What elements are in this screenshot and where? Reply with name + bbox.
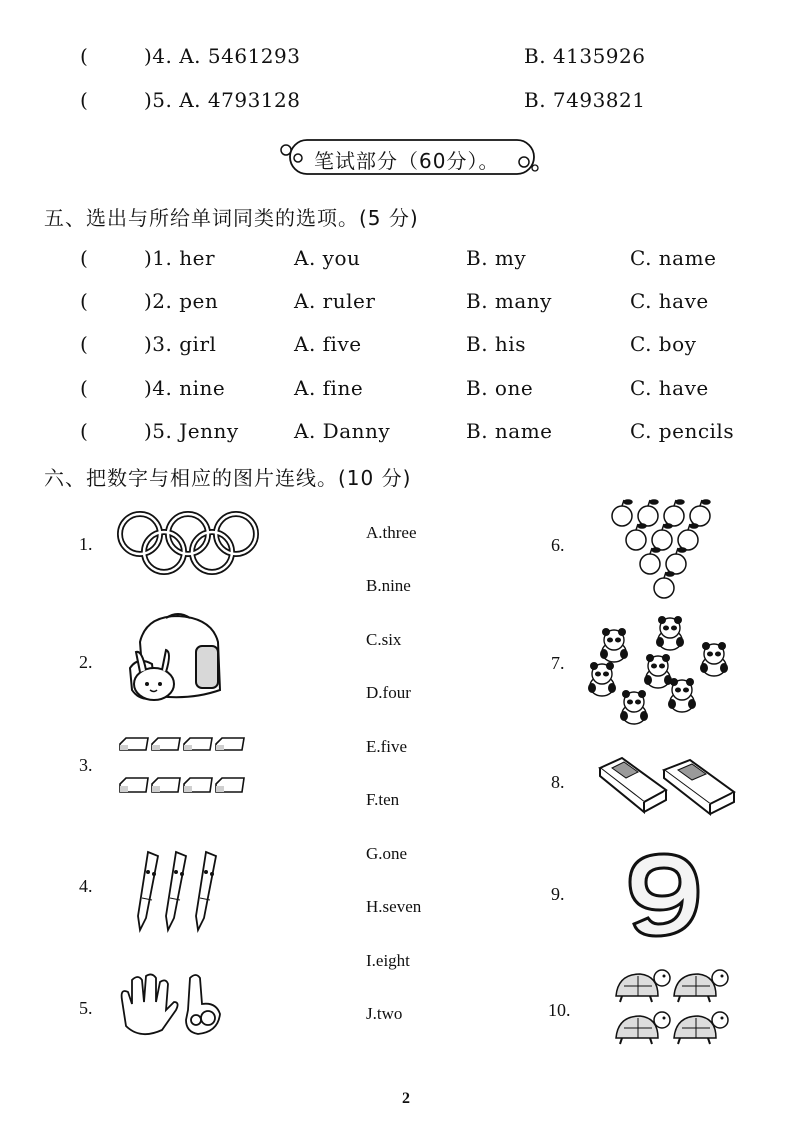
option-J: J.two	[366, 1004, 403, 1023]
s5-row-1	[80, 246, 717, 270]
school-bag-icon	[126, 612, 226, 704]
option-a: A. you	[294, 246, 361, 270]
pandas-icon	[582, 612, 742, 722]
s5-row-3	[80, 332, 697, 356]
option-c: C. boy	[630, 332, 697, 356]
option-a: A. Danny	[294, 419, 391, 443]
page-number: 2	[402, 1090, 410, 1107]
item-number-1: 1.	[79, 534, 93, 554]
option-c: C. pencils	[630, 419, 735, 443]
pencils-icon	[132, 848, 232, 934]
option-b: B. 4135926	[524, 44, 646, 68]
option-G: G.one	[366, 844, 408, 863]
item-number-4: 4.	[79, 876, 93, 896]
answer-paren: (	[80, 376, 89, 400]
item-number-2: 2.	[79, 652, 93, 672]
apples-icon	[608, 502, 728, 602]
answer-paren: (	[80, 332, 89, 356]
option-A: A.three	[366, 523, 417, 542]
answer-paren: (	[80, 289, 89, 313]
option-b: B. many	[466, 289, 552, 313]
option-F: F.ten	[366, 790, 400, 809]
option-C: C.six	[366, 630, 402, 649]
option-E: E.five	[366, 737, 408, 756]
question-word: )1. her	[144, 246, 216, 270]
answer-paren: (	[80, 246, 89, 270]
option-b: B. one	[466, 376, 534, 400]
s5-row-2	[80, 289, 709, 313]
option-I: I.eight	[366, 951, 410, 970]
question-row	[80, 44, 301, 68]
item-number-5: 5.	[79, 998, 93, 1018]
question-text: )5. A. 4793128	[144, 88, 301, 112]
item-number-7: 7.	[551, 653, 565, 673]
question-row	[80, 88, 301, 112]
question-word: )5. Jenny	[144, 419, 239, 443]
answer-paren: (	[80, 88, 89, 112]
option-b: B. my	[466, 246, 527, 270]
section6-heading: 六、把数字与相应的图片连线。(10 分)	[44, 466, 412, 490]
s5-row-5	[80, 419, 735, 443]
turtles-icon	[608, 962, 734, 1048]
answer-paren: (	[80, 419, 89, 443]
nine-digit-icon	[626, 852, 702, 938]
hands-icon	[116, 970, 232, 1040]
erasers-icon	[116, 736, 254, 798]
item-number-10: 10.	[548, 1000, 571, 1020]
banner-title: 笔试部分（60分）。	[314, 149, 500, 173]
item-number-8: 8.	[551, 772, 565, 792]
option-a: A. ruler	[294, 289, 376, 313]
s5-row-4	[80, 376, 709, 400]
item-number-3: 3.	[79, 755, 93, 775]
question-word: )4. nine	[144, 376, 226, 400]
question-word: )3. girl	[144, 332, 217, 356]
option-c: C. have	[630, 289, 709, 313]
option-B: B.nine	[366, 576, 411, 595]
option-a: A. five	[294, 332, 362, 356]
item-number-6: 6.	[551, 535, 565, 555]
section-banner	[278, 138, 540, 178]
item-number-9: 9.	[551, 884, 565, 904]
option-H: H.seven	[366, 897, 422, 916]
question-word: )2. pen	[144, 289, 219, 313]
option-c: C. name	[630, 246, 717, 270]
section5-heading: 五、选出与所给单词同类的选项。(5 分)	[44, 206, 419, 230]
option-b: B. his	[466, 332, 526, 356]
question-text: )4. A. 5461293	[144, 44, 301, 68]
books-icon	[598, 756, 738, 822]
option-c: C. have	[630, 376, 709, 400]
option-b: B. name	[466, 419, 553, 443]
option-D: D.four	[366, 683, 411, 702]
option-a: A. fine	[294, 376, 364, 400]
olympic-rings-icon	[116, 510, 266, 578]
answer-paren: (	[80, 44, 89, 68]
option-b: B. 7493821	[524, 88, 646, 112]
